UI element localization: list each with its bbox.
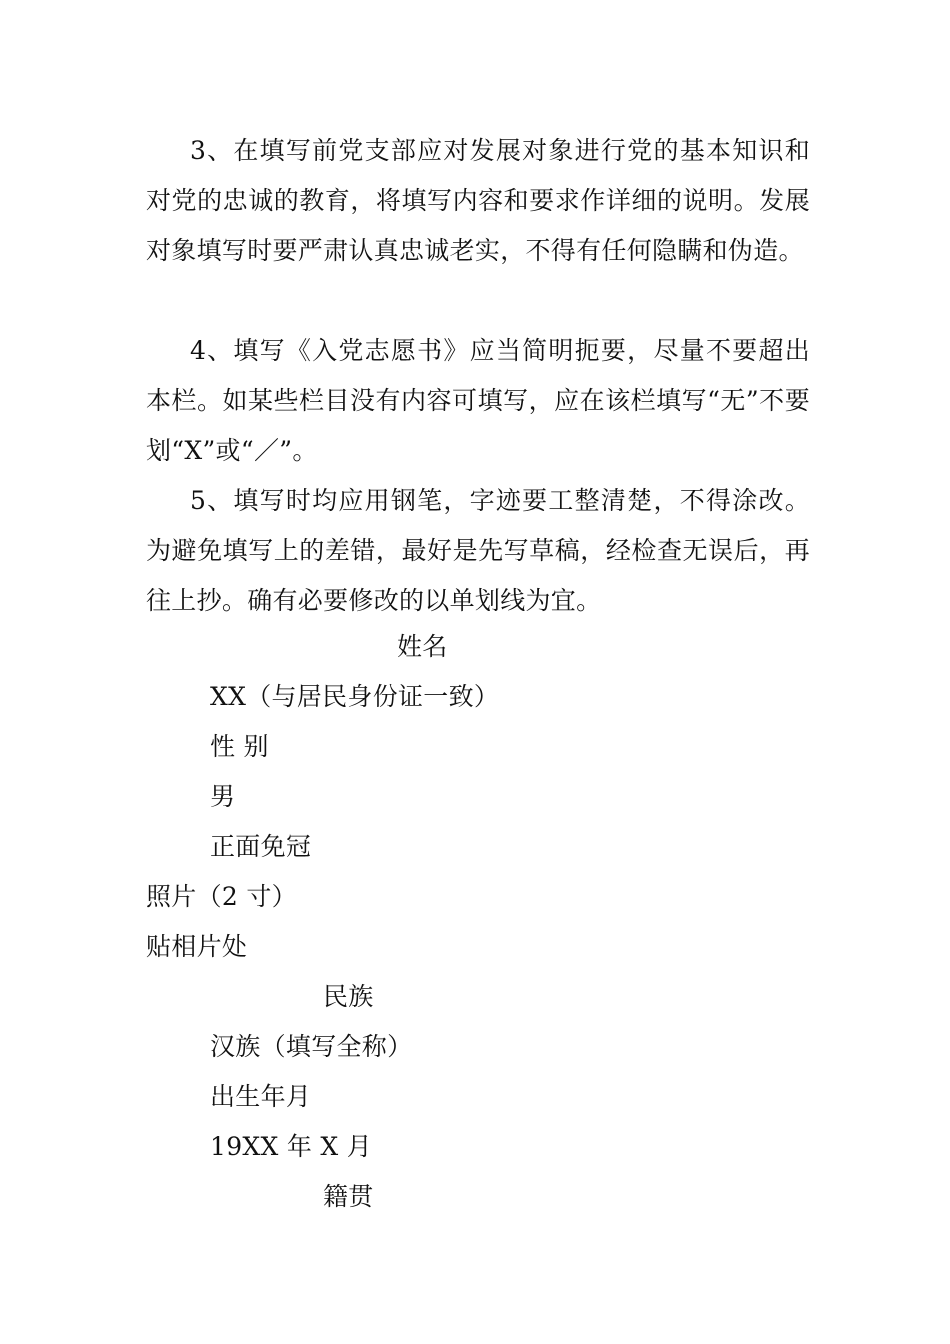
photo-instruction-line-1: 正面免冠 <box>210 832 312 861</box>
gender-label: 性 别 <box>210 732 269 761</box>
ethnicity-value: 汉族（填写全称） <box>210 1032 413 1061</box>
gender-value: 男 <box>210 782 236 811</box>
instruction-paragraph-5: 5、填写时均应用钢笔，字迹要工整清楚，不得涂改。为避免填写上的差错，最好是先写草稿，经检查无误后，再往上抄。确有必要修改的以单划线为宜。 <box>146 486 810 615</box>
instruction-paragraph-4: 4、填写《入党志愿书》应当简明扼要，尽量不要超出本栏。如某些栏目没有内容可填写，应在该栏填写“无”不要划“X”或“／”。 <box>146 336 810 465</box>
birth-date-value: 19XX 年 X 月 <box>210 1132 373 1161</box>
name-label: 姓名 <box>397 632 448 661</box>
instruction-paragraph-3: 3、在填写前党支部应对发展对象进行党的基本知识和对党的忠诚的教育，将填写内容和要求作详细的说明。发展对象填写时要严肃认真忠诚老实，不得有任何隐瞒和伪造。 <box>146 136 810 265</box>
photo-instruction-line-3: 贴相片处 <box>146 932 248 961</box>
photo-instruction-line-2: 照片（2 寸） <box>146 882 297 911</box>
name-value: XX（与居民身份证一致） <box>210 682 500 711</box>
native-place-label: 籍贯 <box>323 1182 374 1211</box>
birth-date-label: 出生年月 <box>210 1082 312 1111</box>
ethnicity-label: 民族 <box>323 982 374 1011</box>
